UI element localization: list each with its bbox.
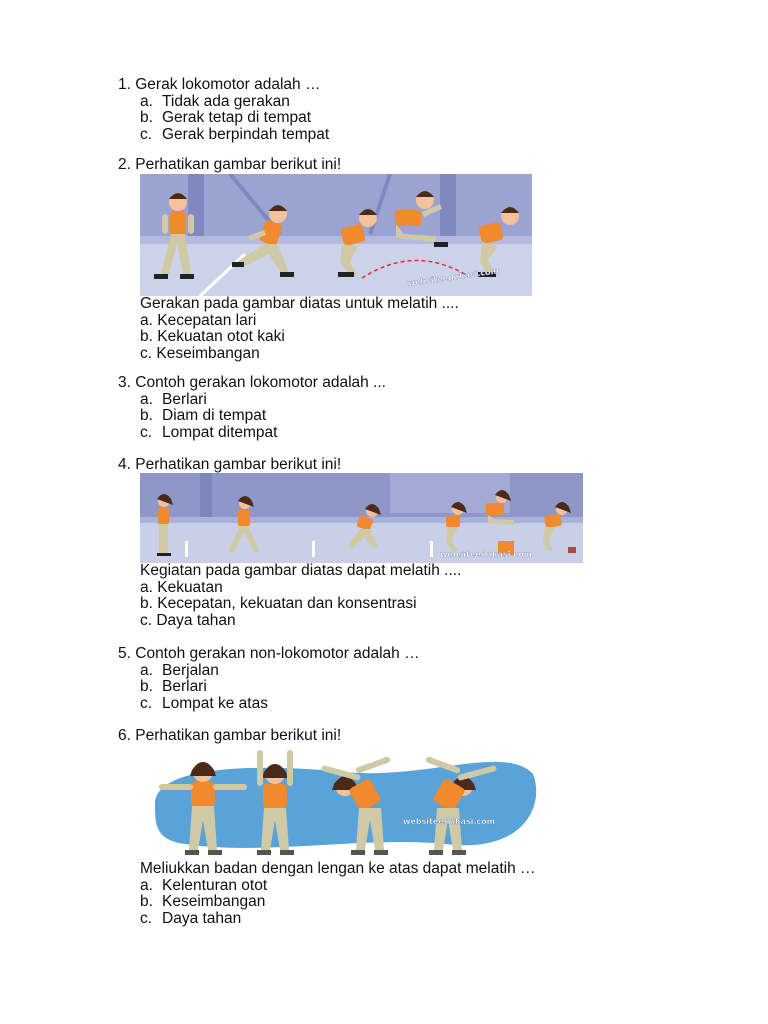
question-stem: Perhatikan gambar berikut ini! <box>135 456 342 473</box>
watermark: websiteedukasi.com <box>403 817 495 826</box>
figure-long-jump <box>140 174 532 296</box>
question-1 <box>118 77 329 143</box>
option-c: c. Lompat ke atas <box>140 694 268 712</box>
question-stem: Gerak lokomotor adalah … <box>135 76 321 93</box>
question-stem: Perhatikan gambar berikut ini! <box>135 156 342 173</box>
jump-sequence-illustration <box>140 473 583 563</box>
option-a: a. Berjalan <box>140 661 219 679</box>
option-b: b. Diam di tempat <box>140 407 267 424</box>
long-jump-illustration <box>140 174 532 296</box>
question-4-body <box>118 563 461 629</box>
question-number: 3. <box>118 374 131 391</box>
option-a: a. Berlari <box>140 390 207 408</box>
question-number: 6. <box>118 727 131 744</box>
watermark: websiteedukasi.com <box>407 266 500 288</box>
option-c: c. Daya tahan <box>140 909 242 927</box>
question-text: Gerakan pada gambar diatas untuk melatih .... <box>140 295 459 312</box>
option-b: b. Kekuatan otot kaki <box>140 328 285 345</box>
watermark: websiteedukasi.com <box>440 550 532 559</box>
question-stem: Contoh gerakan lokomotor adalah ... <box>135 374 386 391</box>
stretching-illustration <box>145 744 537 858</box>
option-b: b. Gerak tetap di tempat <box>140 109 312 126</box>
option-b: b. Keseimbangan <box>140 893 266 910</box>
question-number: 5. <box>118 645 131 662</box>
figure-stretching <box>145 744 537 858</box>
question-text: Meliukkan badan dengan lengan ke atas dapat melatih … <box>140 860 536 877</box>
option-a: a. Tidak ada gerakan <box>140 92 290 110</box>
option-c: c. Keseimbangan <box>140 344 260 362</box>
question-6-body <box>118 861 536 927</box>
question-number: 4. <box>118 456 131 473</box>
option-a: a. Kekuatan <box>140 578 223 596</box>
option-c: c. Lompat ditempat <box>140 423 278 441</box>
option-c: c. Gerak berpindah tempat <box>140 125 330 143</box>
question-number: 1. <box>118 76 131 93</box>
figure-jump-sequence <box>140 473 583 563</box>
option-a: a. Kelenturan otot <box>140 876 268 894</box>
question-2-body <box>118 296 459 362</box>
option-a: a. Kecepatan lari <box>140 311 257 329</box>
question-text: Kegiatan pada gambar diatas dapat melatih .... <box>140 562 462 579</box>
question-3 <box>118 375 386 441</box>
question-number: 2. <box>118 156 131 173</box>
option-b: b. Berlari <box>140 678 207 695</box>
question-2 <box>118 157 341 174</box>
option-c: c. Daya tahan <box>140 611 236 629</box>
question-4 <box>118 457 341 474</box>
option-b: b. Kecepatan, kekuatan dan konsentrasi <box>140 595 417 612</box>
question-5 <box>118 646 420 712</box>
question-stem: Perhatikan gambar berikut ini! <box>135 727 342 744</box>
question-6 <box>118 728 341 745</box>
question-stem: Contoh gerakan non-lokomotor adalah … <box>135 645 420 662</box>
